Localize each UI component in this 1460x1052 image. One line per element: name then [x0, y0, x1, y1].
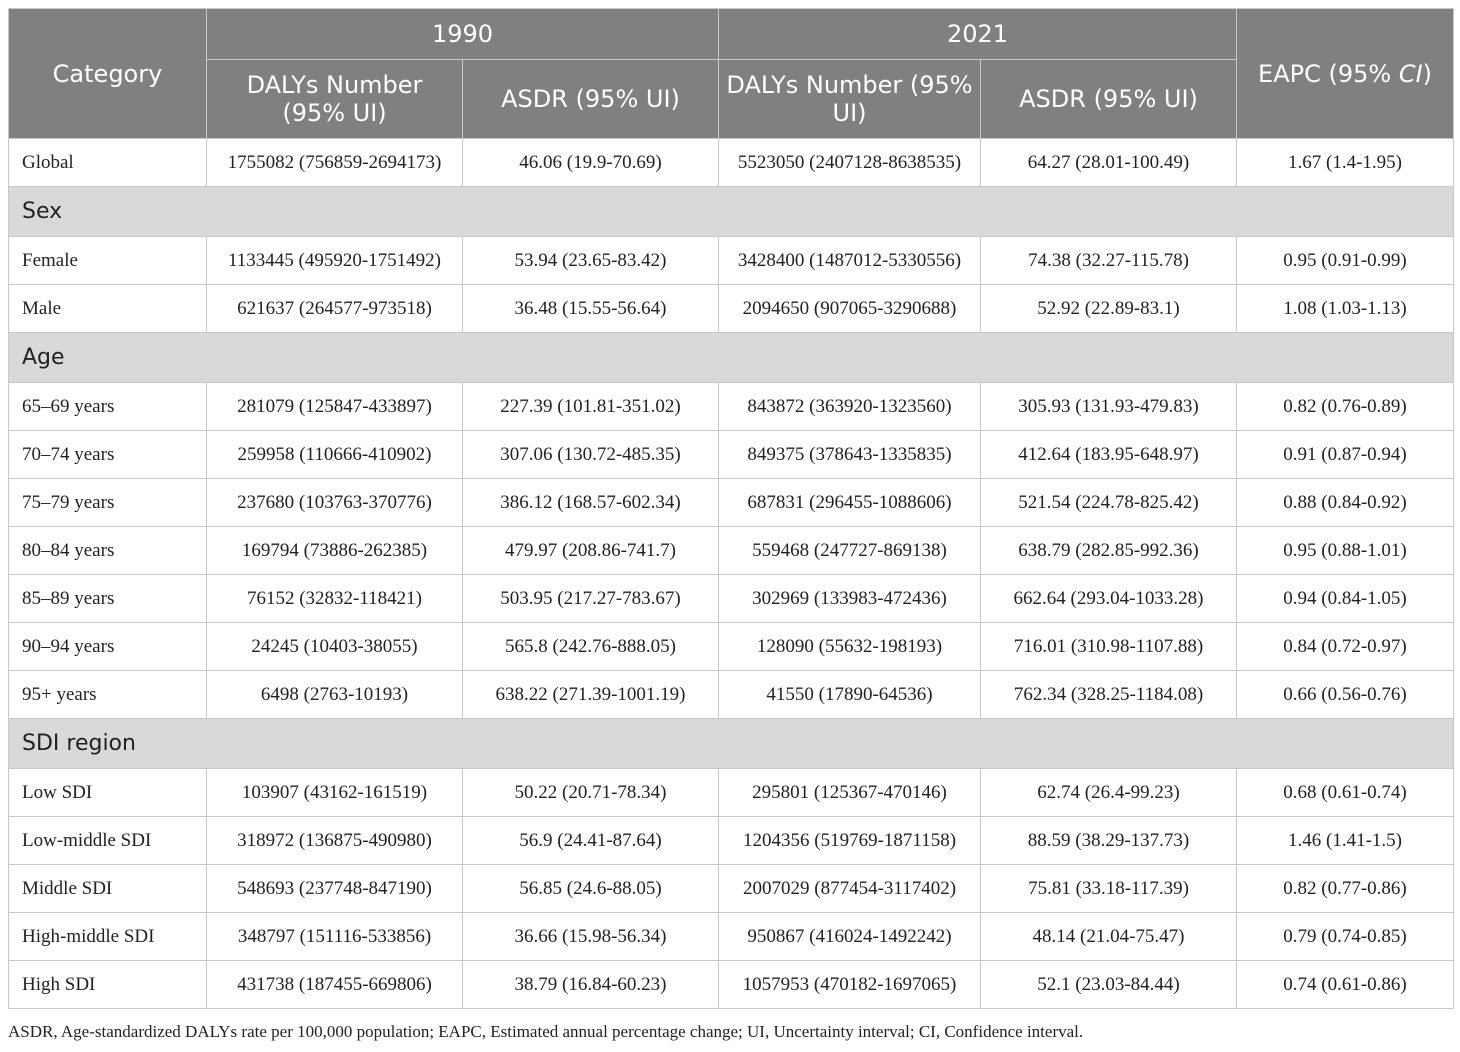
header-dalys-2021: DALYs Number (95% UI) — [719, 60, 981, 139]
table-cell: 431738 (187455-669806) — [207, 961, 463, 1009]
row-label: Middle SDI — [9, 865, 207, 913]
table-cell: 48.14 (21.04-75.47) — [981, 913, 1237, 961]
header-asdr-1990: ASDR (95% UI) — [463, 60, 719, 139]
table-cell: 38.79 (16.84-60.23) — [463, 961, 719, 1009]
table-cell: 565.8 (242.76-888.05) — [463, 623, 719, 671]
table-cell: 716.01 (310.98-1107.88) — [981, 623, 1237, 671]
table-body — [9, 139, 1454, 1009]
row-label: 65–69 years — [9, 383, 207, 431]
table-cell: 1755082 (756859-2694173) — [207, 139, 463, 187]
header-category: Category — [9, 9, 207, 139]
table-cell: 259958 (110666-410902) — [207, 431, 463, 479]
table-cell: 237680 (103763-370776) — [207, 479, 463, 527]
row-label: 75–79 years — [9, 479, 207, 527]
header-eapc: EAPC (95% CI) — [1237, 9, 1454, 139]
footnote: ASDR, Age-standardized DALYs rate per 100,000 population; EAPC, Estimated annual percentage change; UI, Uncertainty interval; CI, Confidence interval. — [8, 1022, 1084, 1041]
table-cell: 62.74 (26.4-99.23) — [981, 769, 1237, 817]
section-title: Age — [9, 333, 1454, 383]
table-row — [9, 623, 1454, 671]
table-cell: 307.06 (130.72-485.35) — [463, 431, 719, 479]
section-row — [9, 333, 1454, 383]
table-cell: 24245 (10403-38055) — [207, 623, 463, 671]
table-cell: 1.46 (1.41-1.5) — [1237, 817, 1454, 865]
table-cell: 5523050 (2407128-8638535) — [719, 139, 981, 187]
row-label: Low-middle SDI — [9, 817, 207, 865]
table-cell: 169794 (73886-262385) — [207, 527, 463, 575]
table-cell: 56.85 (24.6-88.05) — [463, 865, 719, 913]
table-cell: 638.79 (282.85-992.36) — [981, 527, 1237, 575]
table-cell: 36.66 (15.98-56.34) — [463, 913, 719, 961]
table-cell: 1.08 (1.03-1.13) — [1237, 285, 1454, 333]
table-cell: 621637 (264577-973518) — [207, 285, 463, 333]
table-row — [9, 139, 1454, 187]
row-label: Global — [9, 139, 207, 187]
table-row — [9, 237, 1454, 285]
section-row — [9, 719, 1454, 769]
table-cell: 74.38 (32.27-115.78) — [981, 237, 1237, 285]
table-cell: 75.81 (33.18-117.39) — [981, 865, 1237, 913]
table-cell: 0.79 (0.74-0.85) — [1237, 913, 1454, 961]
row-label: 95+ years — [9, 671, 207, 719]
table-cell: 302969 (133983-472436) — [719, 575, 981, 623]
table-cell: 227.39 (101.81-351.02) — [463, 383, 719, 431]
header-asdr-2021: ASDR (95% UI) — [981, 60, 1237, 139]
table-row — [9, 865, 1454, 913]
table-cell: 3428400 (1487012-5330556) — [719, 237, 981, 285]
header-year-2021: 2021 — [719, 9, 1237, 60]
table-cell: 46.06 (19.9-70.69) — [463, 139, 719, 187]
table-cell: 521.54 (224.78-825.42) — [981, 479, 1237, 527]
table-cell: 52.92 (22.89-83.1) — [981, 285, 1237, 333]
table-container — [8, 8, 1453, 1009]
row-label: Male — [9, 285, 207, 333]
table-cell: 1204356 (519769-1871158) — [719, 817, 981, 865]
dalys-table — [8, 8, 1454, 1009]
table-cell: 503.95 (217.27-783.67) — [463, 575, 719, 623]
header-year-1990: 1990 — [207, 9, 719, 60]
table-cell: 0.66 (0.56-0.76) — [1237, 671, 1454, 719]
table-cell: 52.1 (23.03-84.44) — [981, 961, 1237, 1009]
table-cell: 88.59 (38.29-137.73) — [981, 817, 1237, 865]
table-cell: 56.9 (24.41-87.64) — [463, 817, 719, 865]
table-cell: 0.84 (0.72-0.97) — [1237, 623, 1454, 671]
table-cell: 2007029 (877454-3117402) — [719, 865, 981, 913]
table-cell: 76152 (32832-118421) — [207, 575, 463, 623]
table-cell: 762.34 (328.25-1184.08) — [981, 671, 1237, 719]
section-title: SDI region — [9, 719, 1454, 769]
table-cell: 559468 (247727-869138) — [719, 527, 981, 575]
table-cell: 849375 (378643-1335835) — [719, 431, 981, 479]
table-cell: 128090 (55632-198193) — [719, 623, 981, 671]
table-cell: 0.74 (0.61-0.86) — [1237, 961, 1454, 1009]
row-label: Low SDI — [9, 769, 207, 817]
table-row — [9, 769, 1454, 817]
table-cell: 0.91 (0.87-0.94) — [1237, 431, 1454, 479]
table-cell: 305.93 (131.93-479.83) — [981, 383, 1237, 431]
table-cell: 6498 (2763-10193) — [207, 671, 463, 719]
table-cell: 281079 (125847-433897) — [207, 383, 463, 431]
table-cell: 1.67 (1.4-1.95) — [1237, 139, 1454, 187]
row-label: 85–89 years — [9, 575, 207, 623]
table-cell: 548693 (237748-847190) — [207, 865, 463, 913]
table-cell: 0.82 (0.76-0.89) — [1237, 383, 1454, 431]
table-cell: 638.22 (271.39-1001.19) — [463, 671, 719, 719]
table-cell: 64.27 (28.01-100.49) — [981, 139, 1237, 187]
table-cell: 843872 (363920-1323560) — [719, 383, 981, 431]
table-row — [9, 285, 1454, 333]
table-cell: 412.64 (183.95-648.97) — [981, 431, 1237, 479]
table-row — [9, 961, 1454, 1009]
header-dalys-1990: DALYs Number (95% UI) — [207, 60, 463, 139]
table-cell: 0.95 (0.91-0.99) — [1237, 237, 1454, 285]
table-row — [9, 527, 1454, 575]
table-row — [9, 671, 1454, 719]
row-label: High SDI — [9, 961, 207, 1009]
table-cell: 2094650 (907065-3290688) — [719, 285, 981, 333]
table-cell: 318972 (136875-490980) — [207, 817, 463, 865]
table-cell: 36.48 (15.55-56.64) — [463, 285, 719, 333]
table-cell: 386.12 (168.57-602.34) — [463, 479, 719, 527]
table-cell: 687831 (296455-1088606) — [719, 479, 981, 527]
section-row — [9, 187, 1454, 237]
table-row — [9, 479, 1454, 527]
row-label: 70–74 years — [9, 431, 207, 479]
table-cell: 662.64 (293.04-1033.28) — [981, 575, 1237, 623]
table-cell: 1057953 (470182-1697065) — [719, 961, 981, 1009]
table-row — [9, 817, 1454, 865]
table-cell: 103907 (43162-161519) — [207, 769, 463, 817]
table-cell: 0.95 (0.88-1.01) — [1237, 527, 1454, 575]
table-cell: 479.97 (208.86-741.7) — [463, 527, 719, 575]
table-cell: 0.82 (0.77-0.86) — [1237, 865, 1454, 913]
table-cell: 348797 (151116-533856) — [207, 913, 463, 961]
table-cell: 53.94 (23.65-83.42) — [463, 237, 719, 285]
row-label: 80–84 years — [9, 527, 207, 575]
table-row — [9, 913, 1454, 961]
table-cell: 41550 (17890-64536) — [719, 671, 981, 719]
table-row — [9, 431, 1454, 479]
table-cell: 950867 (416024-1492242) — [719, 913, 981, 961]
table-cell: 1133445 (495920-1751492) — [207, 237, 463, 285]
table-cell: 0.68 (0.61-0.74) — [1237, 769, 1454, 817]
table-cell: 0.88 (0.84-0.92) — [1237, 479, 1454, 527]
row-label: High-middle SDI — [9, 913, 207, 961]
row-label: 90–94 years — [9, 623, 207, 671]
section-title: Sex — [9, 187, 1454, 237]
table-row — [9, 383, 1454, 431]
table-cell: 295801 (125367-470146) — [719, 769, 981, 817]
table-cell: 50.22 (20.71-78.34) — [463, 769, 719, 817]
table-cell: 0.94 (0.84-1.05) — [1237, 575, 1454, 623]
table-row — [9, 575, 1454, 623]
row-label: Female — [9, 237, 207, 285]
